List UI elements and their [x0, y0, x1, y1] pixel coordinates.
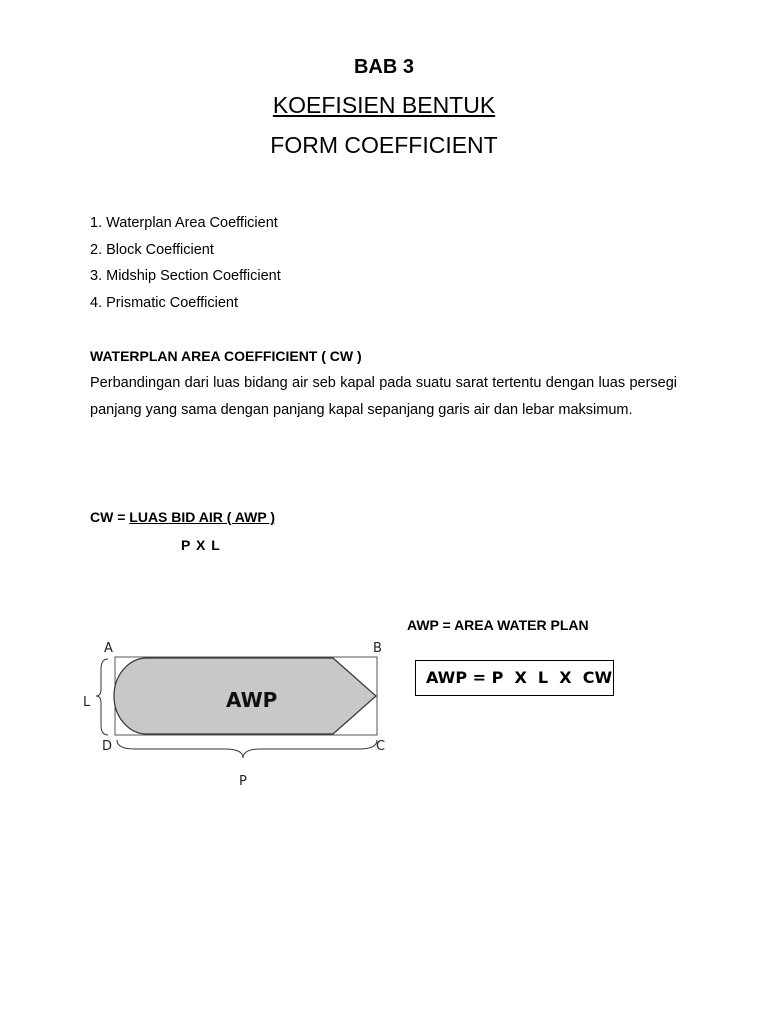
- title-english: FORM COEFFICIENT: [270, 132, 498, 158]
- formula-numerator: LUAS BID AIR ( AWP ): [129, 509, 275, 525]
- length-label: P: [239, 774, 247, 789]
- formula-denominator: P X L: [181, 537, 221, 553]
- awp-definition: AWP = AREA WATER PLAN: [407, 617, 589, 633]
- list-item: 1. Waterplan Area Coefficient: [90, 215, 278, 231]
- width-bracket: [96, 659, 108, 735]
- corner-c-label: C: [376, 739, 386, 754]
- width-label: L: [83, 695, 91, 710]
- title-indonesian: KOEFISIEN BENTUK: [272, 92, 496, 118]
- corner-b-label: B: [373, 641, 382, 656]
- list-item: 4. Prismatic Coefficient: [90, 295, 239, 311]
- area-label: AWP: [226, 688, 278, 712]
- length-brace: [117, 740, 377, 758]
- corner-d-label: D: [102, 739, 113, 754]
- formula-box-text: AWP = P X L X CW: [426, 668, 613, 687]
- corner-a-label: A: [104, 641, 113, 656]
- formula-label: CW =: [90, 509, 130, 525]
- formula-box: [415, 660, 614, 696]
- section-heading: WATERPLAN AREA COEFFICIENT ( CW ): [90, 348, 362, 364]
- formula-lhs: [90, 509, 275, 525]
- list-item: 3. Midship Section Coefficient: [90, 268, 281, 284]
- waterplan-diagram: [75, 635, 405, 795]
- chapter-title: BAB 3: [353, 56, 414, 78]
- list-item: 2. Block Coefficient: [90, 242, 214, 258]
- definition-paragraph: Perbandingan dari luas bidang air seb kapal pada suatu sarat tertentu dengan luas persegi panjang yang sama dengan panjang kapal sepanjang garis air dan lebar maksimum.: [90, 375, 677, 418]
